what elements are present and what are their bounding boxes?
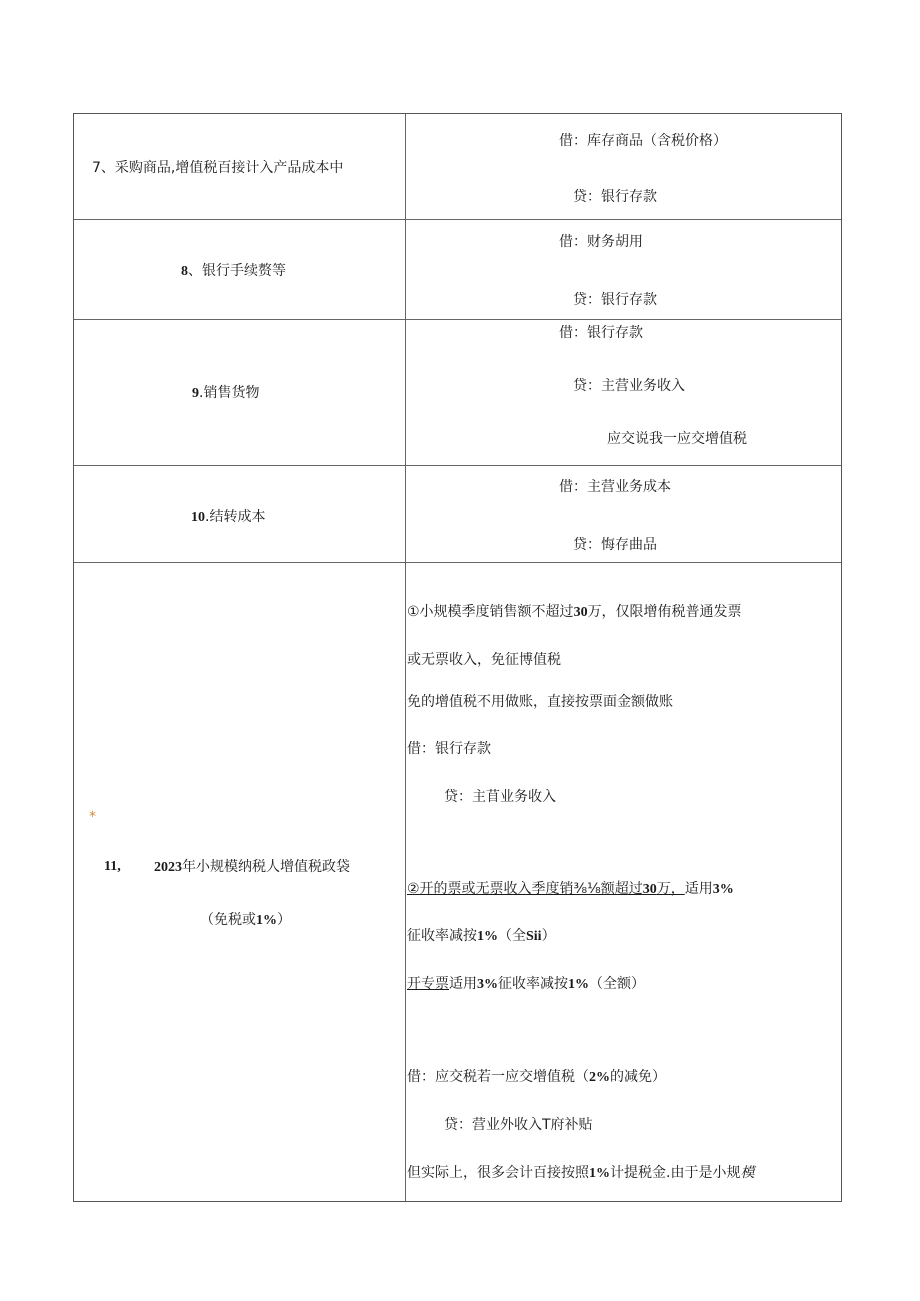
credit-entry: 应交说我一应交增值税 [607,431,747,447]
entry-cell [406,466,842,562]
item-cell [74,114,405,219]
rule-line: 但实际上，很多会计百接按照1%计提税金.由于是小规模 [407,1165,755,1181]
item-number: 11, [104,859,121,874]
table-row [74,466,841,563]
item-number: 10 [191,510,205,525]
debit-entry: 借：库存商品（含税价格） [559,133,727,149]
debit-entry: 借：主营业务成本 [559,479,671,495]
item-text: 、银行手续赘等 [188,263,286,279]
item-text: .结转成本 [205,509,266,525]
item-label [191,508,265,527]
credit-entry: 贷：悔存曲品 [573,537,657,553]
entry-cell [406,563,842,1201]
table-row [74,563,841,1201]
table-row [74,114,841,220]
accounting-entries-table [73,113,842,1202]
credit-entry: 贷：银行存款 [573,189,657,205]
table-row [74,220,841,320]
rule-line: 或无票收入，免征博值税 [407,652,561,668]
item-cell [74,563,405,1201]
rule-line: ①小规模季度销售额不超过30万，仅限增侑税普通发票 [407,604,742,620]
item-cell [74,466,405,562]
debit-entry: 借：财务胡用 [559,234,643,250]
entry-cell [406,220,842,319]
item-number: 8 [181,264,188,279]
debit-entry: 借：银行存款 [559,325,643,341]
rule-line: 免的增值税不用做账，直接按票面金额做账 [407,694,673,710]
rule-line: ②开的票或无票收入季度销⅜⅛额超过30万，适用3% [407,881,734,897]
debit-entry: 借：银行存款 [407,741,491,757]
credit-entry: 贷：银行存款 [573,292,657,308]
credit-entry: 贷：营业外收入T府补贴 [444,1117,593,1133]
star-mark: * [89,809,96,825]
item-number: 9 [192,386,199,401]
item-label [181,262,286,281]
debit-entry: 借：应交税若一应交增值税（2%的减免） [407,1069,666,1085]
item-cell [74,220,405,319]
item-label [192,384,259,403]
rule-line: 征收率减按1%（全Sii） [407,928,556,944]
item-text: .销售货物 [199,385,260,401]
year-value: 2023 [154,860,182,875]
item-label: 7、采购商品,增值税百接计入产品成本中 [92,160,344,176]
table-row [74,320,841,466]
credit-entry: 贷：主苜业务收入 [444,789,556,805]
credit-entry: 贷：主营业务收入 [573,378,685,394]
entry-cell [406,320,842,465]
item-cell [74,320,405,465]
item-subtitle: （免税或1%） [200,912,291,928]
item-title: 2023年小规模纳税人增值税政袋 [154,859,350,875]
entry-cell [406,114,842,219]
rule-line: 开专票适用3%征收率减按1%（全额） [407,976,645,992]
